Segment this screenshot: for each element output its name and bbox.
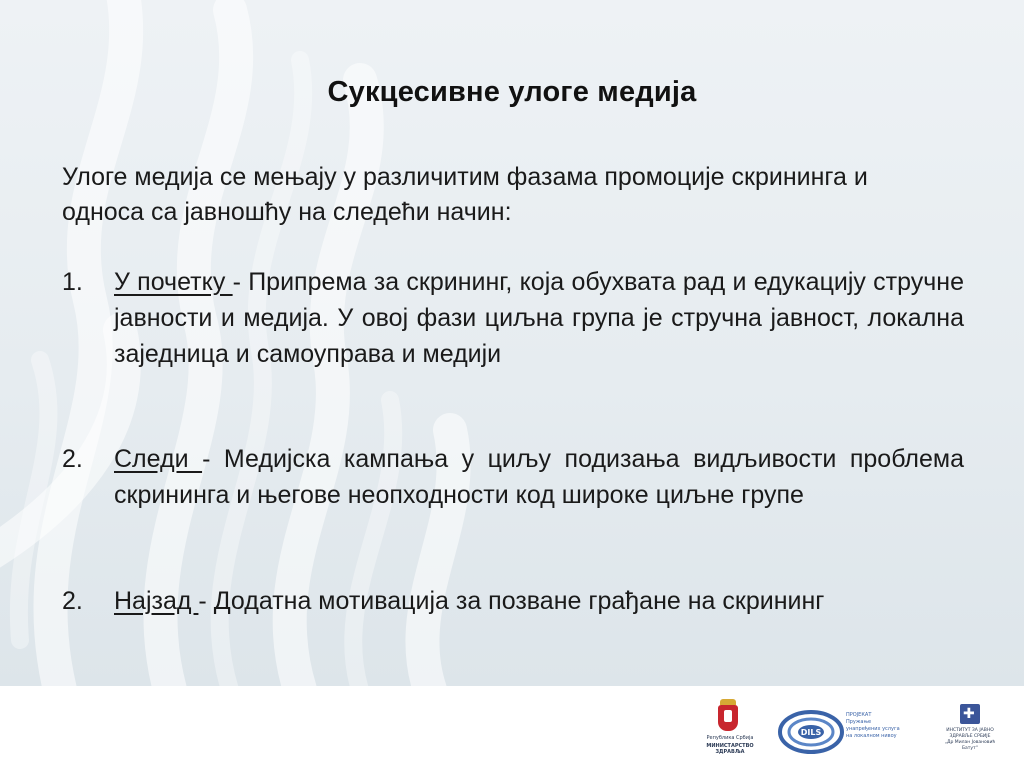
institute-logo-line: ИНСТИТУТ ЗА ЈАВНО ЗДРАВЉЕ СРБИЈЕ [946,728,994,739]
list-item-lead: У почетку [114,268,233,296]
slide-title: Сукцесивне улоге медија [327,76,697,108]
ministry-logo [694,705,766,755]
dils-emblem-icon [778,710,844,754]
list-item [62,583,964,619]
medical-cross-icon [960,704,980,724]
list-item-body: - Припрема за скрининг, која обухвата рад и едукацију стручне јавности и медија. У овој фази циљна група је стручна јавност, локална заједница и самоуправа и медији [114,268,964,368]
list-number: 2. [62,587,83,615]
coat-of-arms-icon [718,705,738,731]
institute-logo [940,704,1000,750]
list-item-body: - Медијска кампања у циљу подизања видљивости проблема скрининга и његове неопходности код широке циљне групе [114,445,964,509]
list-item-lead: Следи [114,445,203,473]
list-number: 2. [62,445,83,473]
ministry-logo-line: МИНИСТАРСТВО ЗДРАВЉА [706,743,754,755]
institute-logo-line: „Др Милан Јовановић Батут“ [944,740,996,751]
ministry-logo-line: Република Србија [706,735,754,741]
dils-mark-text: DILS [800,728,822,737]
list-item-text [114,441,964,513]
list-item-lead: Најзад [114,587,199,615]
list-item [62,264,964,372]
institute-logo-text [940,728,1000,752]
list-item-text [114,583,964,619]
dils-logo-line: Пружање [846,719,872,725]
dils-logo-line: ПРОЈЕКАТ [846,712,872,718]
dils-logo-text [846,712,928,740]
list-number: 1. [62,268,83,296]
list-item-text [114,264,964,372]
list-item [62,441,964,513]
dils-logo-line: на локалном нивоу [846,733,897,739]
list-item-body: - Додатна мотивација за позване грађане на скрининг [198,587,825,615]
intro-paragraph: Улоге медија се мењају у различитим фазама промоције скрининга и односа са јавношћу на следећи начин: [62,163,868,226]
dils-logo [778,710,928,754]
dils-logo-line: унапређених услуга [846,726,900,732]
